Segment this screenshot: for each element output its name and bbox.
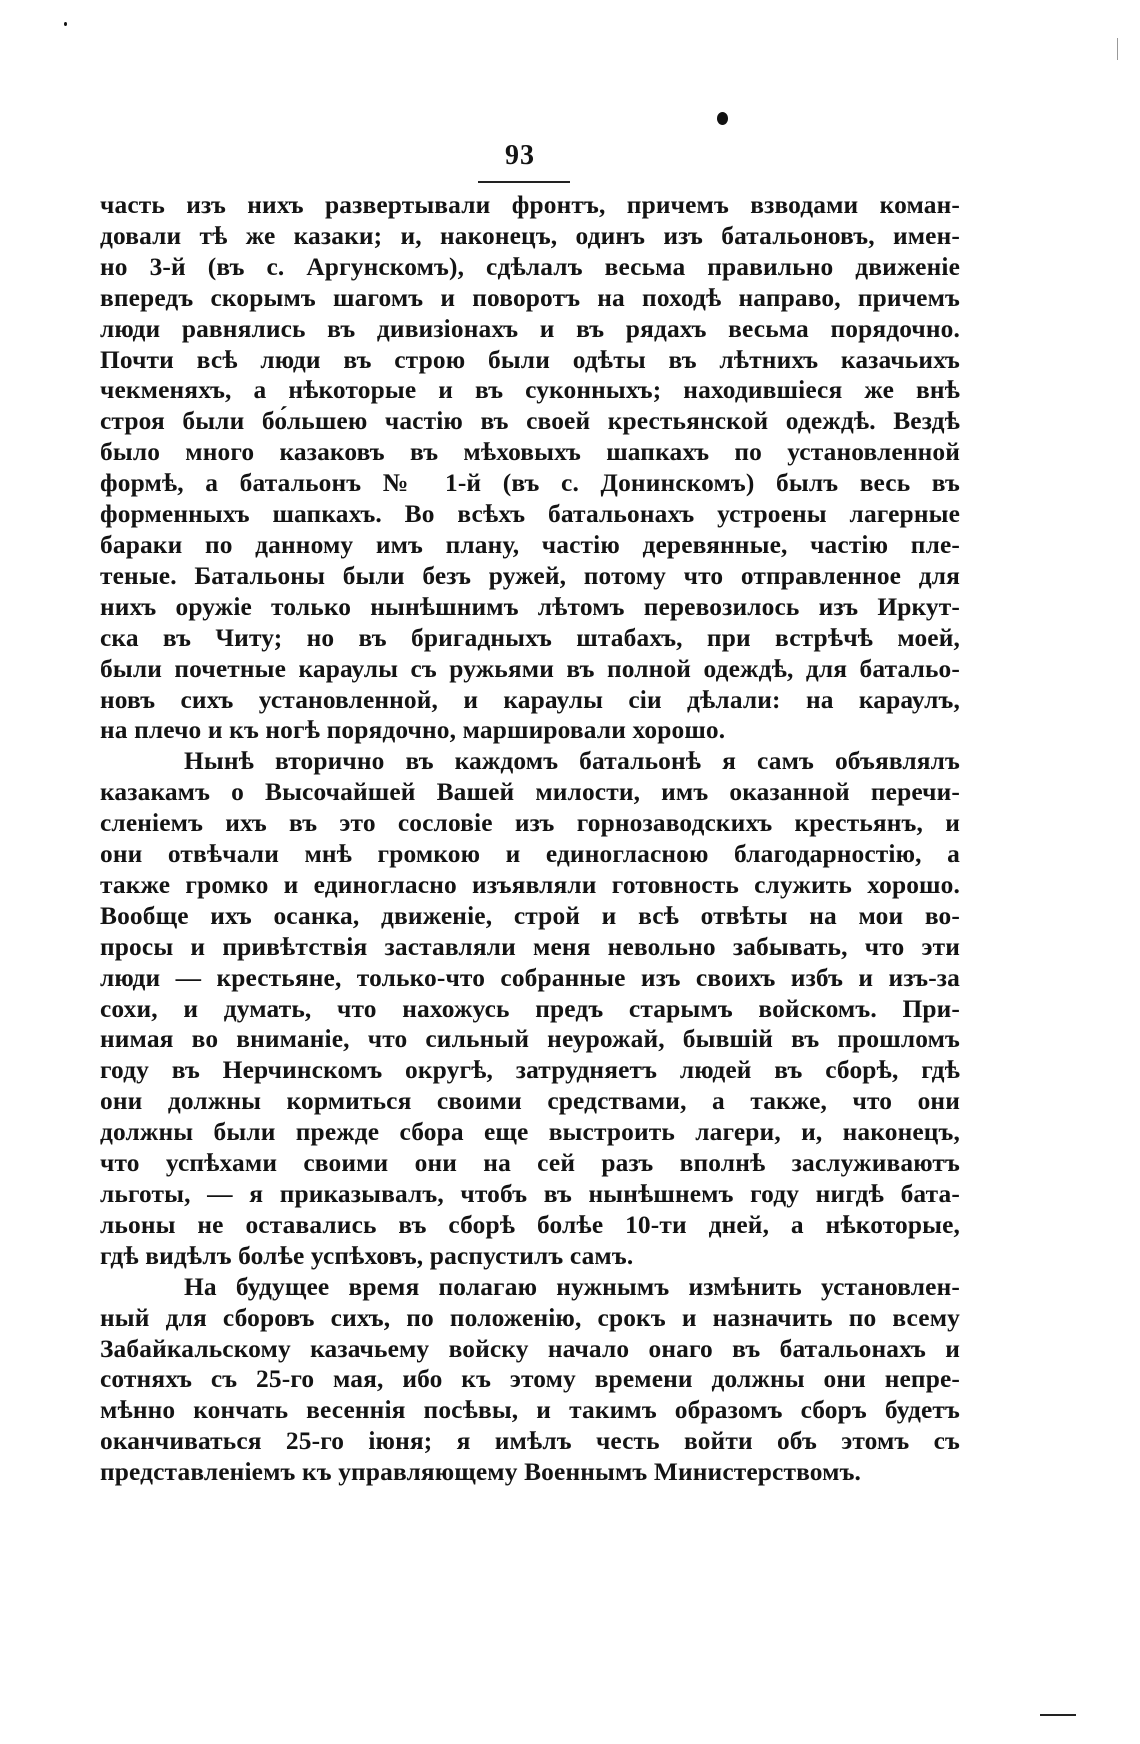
text-line: мѣнно кончать весеннія посѣвы, и такимъ образомъ сборъ будетъ — [100, 1396, 960, 1425]
text-line: чекменяхъ, а нѣкоторые и въ суконныхъ; находившіеся же внѣ — [100, 376, 960, 405]
text-line: они отвѣчали мнѣ громкою и единогласною благодарностію, а — [100, 840, 960, 869]
page-number-rule — [478, 181, 570, 183]
text-line: новъ сихъ установленной, и караулы сіи дѣлали: на караулъ, — [100, 685, 960, 714]
text-line: на плечо и къ ногѣ порядочно, маршировали хорошо. — [100, 716, 726, 745]
ink-speck — [64, 22, 67, 26]
paragraph — [100, 746, 960, 1271]
text-line: бараки по данному имъ плану, частію деревянные, частію пле- — [100, 530, 960, 559]
text-line: Забайкальскому казачьему войску начало онаго въ батальонахъ и — [100, 1334, 960, 1363]
text-line: люди равнялись въ дивизіонахъ и въ рядахъ весьма порядочно. — [100, 314, 960, 343]
text-line: было много казаковъ въ мѣховыхъ шапкахъ по установленной — [100, 438, 960, 467]
text-line: нихъ оружіе только нынѣшнимъ лѣтомъ перевозилось изъ Иркут- — [100, 592, 960, 621]
text-line: люди — крестьяне, только-что собранные изъ своихъ избъ и изъ-за — [100, 963, 960, 992]
text-line: году въ Нерчинскомъ округѣ, затрудняетъ людей въ сборѣ, гдѣ — [100, 1056, 960, 1085]
ink-speck — [717, 112, 728, 125]
text-line: казакамъ о Высочайшей Вашей милости, имъ оказанной перечи- — [100, 778, 960, 807]
text-line: также громко и единогласно изъявляли готовность служить хорошо. — [100, 870, 960, 899]
text-line: представленіемъ къ управляющему Военнымъ Министерствомъ. — [100, 1458, 862, 1487]
body-text — [100, 190, 960, 1488]
text-line: форменныхъ шапкахъ. Во всѣхъ батальонахъ устроены лагерные — [100, 500, 960, 529]
text-line: впередъ скорымъ шагомъ и поворотъ на походѣ направо, причемъ — [100, 283, 960, 312]
paragraph — [100, 1272, 960, 1488]
text-line: были почетные караулы съ ружьями въ полной одеждѣ, для батальо- — [100, 654, 960, 683]
text-line: строя были бо́льшею частію въ своей крестьянской одеждѣ. Вездѣ — [100, 407, 960, 436]
text-line: что успѣхами своими они на сей разъ вполнѣ заслуживаютъ — [100, 1149, 960, 1178]
text-line: оканчиваться 25-го іюня; я имѣлъ честь войти объ этомъ съ — [100, 1427, 960, 1456]
text-line: льоны не оставались въ сборѣ болѣе 10-ти дней, а нѣкоторые, — [100, 1210, 960, 1239]
text-line: должны были прежде сбора еще выстроить лагери, и, наконецъ, — [100, 1118, 960, 1147]
text-line: теные. Батальоны были безъ ружей, потому что отправленное для — [100, 561, 960, 590]
paragraph — [100, 190, 960, 746]
text-line: На будущее время полагаю нужнымъ измѣнить установлен- — [184, 1272, 960, 1301]
text-line: Нынѣ вторично въ каждомъ батальонѣ я самъ объявлялъ — [184, 747, 960, 776]
text-line: ска въ Читу; но въ бригадныхъ штабахъ, при встрѣчѣ моей, — [100, 623, 960, 652]
text-line: Вообще ихъ осанка, движеніе, строй и всѣ отвѣты на мои во- — [100, 901, 960, 930]
text-line: просы и привѣтствія заставляли меня невольно забывать, что эти — [100, 932, 960, 961]
text-line: часть изъ нихъ развертывали фронтъ, причемъ взводами коман- — [100, 191, 960, 219]
scan-edge-mark — [1117, 38, 1118, 60]
text-line: они должны кормиться своими средствами, а также, что они — [100, 1087, 960, 1116]
text-line: ный для сборовъ сихъ, по положенію, срокъ и назначить по всему — [100, 1303, 960, 1332]
text-line: сленіемъ ихъ въ это сословіе изъ горнозаводскихъ крестьянъ, и — [100, 809, 960, 838]
text-line: сотняхъ съ 25-го мая, ибо къ этому времени должны они непре- — [100, 1365, 960, 1394]
text-line: формѣ, а батальонъ № 1-й (въ с. Донинскомъ) былъ весь въ — [100, 469, 960, 498]
text-line: Почти всѣ люди въ строю были одѣты въ лѣтнихъ казачьихъ — [100, 345, 960, 374]
bottom-rule — [1040, 1714, 1076, 1716]
page-number: 93 — [505, 140, 535, 171]
text-line: гдѣ видѣлъ болѣе успѣховъ, распустилъ самъ. — [100, 1241, 634, 1270]
text-line: но 3-й (въ с. Аргунскомъ), сдѣлалъ весьма правильно движеніе — [100, 252, 960, 281]
text-line: нимая во вниманіе, что сильный неурожай, бывшій въ прошломъ — [100, 1025, 960, 1054]
text-line: сохи, и думать, что нахожусь предъ старымъ войскомъ. При- — [100, 994, 960, 1023]
text-line: льготы, — я приказывалъ, чтобъ въ нынѣшнемъ году нигдѣ бата- — [100, 1180, 960, 1208]
text-line: довали тѣ же казаки; и, наконецъ, одинъ изъ батальоновъ, имен- — [100, 221, 960, 250]
